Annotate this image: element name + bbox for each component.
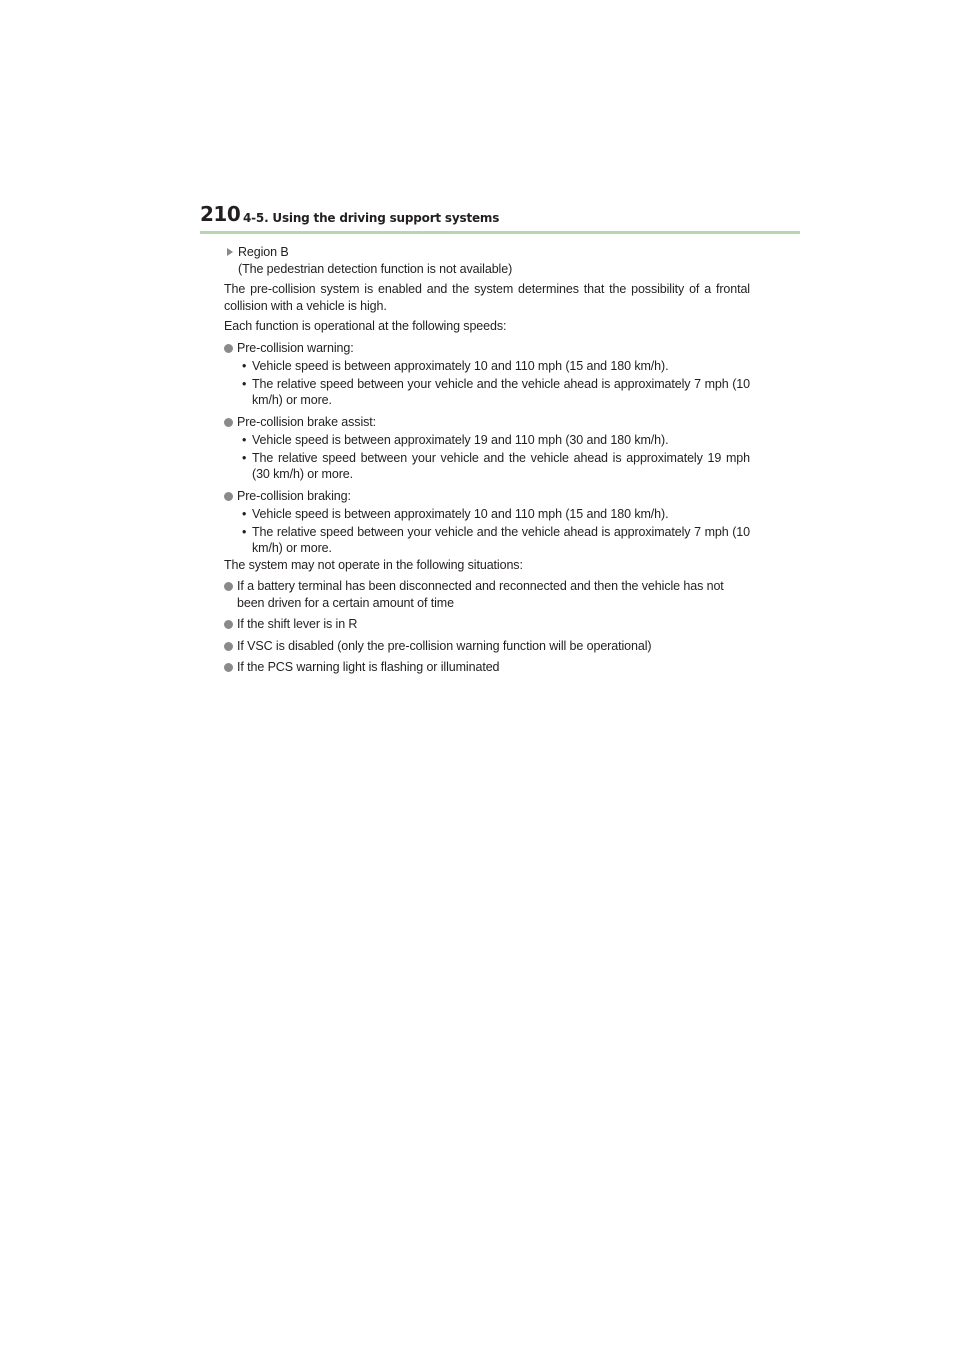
bullet-dot-icon bbox=[224, 344, 233, 353]
situation-text: If the PCS warning light is flashing or illuminated bbox=[237, 660, 500, 674]
condition-item bbox=[224, 506, 750, 523]
bullet-dot-icon bbox=[224, 663, 233, 672]
condition-item bbox=[224, 432, 750, 449]
intro-paragraph: The pre-collision system is enabled and the system determines that the possibility of a frontal collision with a vehicle is high. bbox=[224, 282, 750, 313]
condition-text: The relative speed between your vehicle and the vehicle ahead is approximately 7 mph (10 km/h) or more. bbox=[252, 376, 750, 407]
condition-item bbox=[224, 358, 750, 375]
bullet-dot-icon bbox=[224, 642, 233, 651]
condition-text: Vehicle speed is between approximately 19 and 110 mph (30 and 180 km/h). bbox=[252, 433, 669, 447]
page-number: 210 bbox=[200, 202, 241, 226]
bullet-icon: • bbox=[242, 376, 247, 391]
bullet-icon: • bbox=[242, 450, 247, 465]
function-item bbox=[224, 340, 750, 357]
bullet-icon: • bbox=[242, 524, 247, 539]
situation-text: If VSC is disabled (only the pre-collision warning function will be operational) bbox=[237, 638, 652, 653]
function-conditions bbox=[224, 432, 750, 483]
region-title: Region B bbox=[238, 245, 289, 259]
function-conditions bbox=[224, 358, 750, 409]
region-note: (The pedestrian detection function is not available) bbox=[238, 261, 513, 276]
condition-text: The relative speed between your vehicle and the vehicle ahead is approximately 19 mph (30 km/h) or more. bbox=[252, 450, 750, 481]
function-item bbox=[224, 488, 750, 505]
situation-text: If a battery terminal has been disconnected and reconnected and then the vehicle has not been driven for a certain amount of time bbox=[237, 579, 724, 610]
function-item bbox=[224, 414, 750, 431]
region-heading bbox=[224, 244, 750, 277]
header-divider bbox=[200, 231, 800, 234]
situation-text: If the shift lever is in R bbox=[237, 617, 358, 631]
condition-item bbox=[224, 376, 750, 409]
function-conditions bbox=[224, 506, 750, 557]
situations-intro: The system may not operate in the following situations: bbox=[224, 557, 523, 572]
page-header bbox=[200, 202, 800, 232]
bullet-dot-icon bbox=[224, 492, 233, 501]
function-name: Pre-collision braking: bbox=[237, 488, 351, 503]
condition-text: Vehicle speed is between approximately 10 and 110 mph (15 and 180 km/h). bbox=[252, 359, 669, 373]
situation-item bbox=[224, 578, 750, 611]
condition-item bbox=[224, 450, 750, 483]
triangle-right-icon bbox=[227, 248, 233, 256]
function-name: Pre-collision warning: bbox=[237, 340, 354, 355]
bullet-icon: • bbox=[242, 507, 247, 521]
function-name: Pre-collision brake assist: bbox=[237, 414, 377, 429]
condition-text: The relative speed between your vehicle and the vehicle ahead is approximately 7 mph (10 km/h) or more. bbox=[252, 524, 750, 555]
situation-item bbox=[224, 616, 750, 633]
section-title: 4-5. Using the driving support systems bbox=[243, 211, 500, 225]
bullet-icon: • bbox=[242, 433, 247, 447]
condition-item bbox=[224, 524, 750, 557]
page-content bbox=[224, 244, 750, 676]
speeds-intro: Each function is operational at the following speeds: bbox=[224, 319, 507, 333]
bullet-dot-icon bbox=[224, 582, 233, 591]
bullet-dot-icon bbox=[224, 620, 233, 629]
bullet-dot-icon bbox=[224, 418, 233, 427]
situation-item bbox=[224, 638, 750, 655]
situation-item bbox=[224, 659, 750, 676]
condition-text: Vehicle speed is between approximately 10 and 110 mph (15 and 180 km/h). bbox=[252, 507, 669, 521]
bullet-icon: • bbox=[242, 359, 247, 373]
